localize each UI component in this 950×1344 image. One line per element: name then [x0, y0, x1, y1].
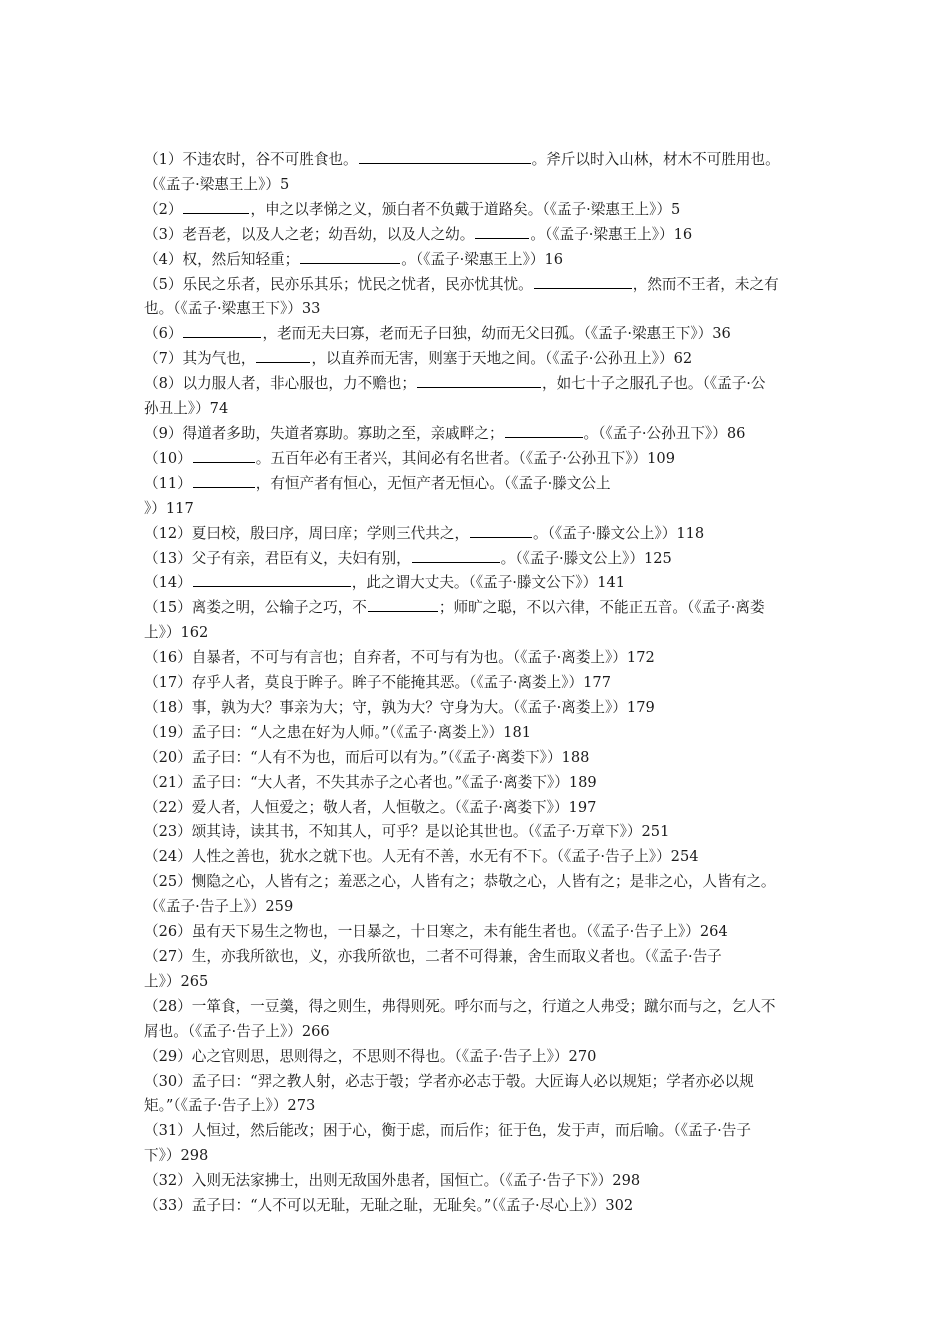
line-text: （12）夏曰校，殷曰序，周曰庠；学则三代共之，	[144, 524, 470, 542]
line-text: （16）自暴者，不可与有言也；自弃者，不可与有为也。（《孟子·离娄上》）172	[144, 649, 655, 667]
line-text: ，如七十子之服孔子也。（《孟子·公	[541, 375, 766, 393]
text-line	[144, 596, 824, 621]
document-page	[144, 148, 824, 1219]
line-text: （《孟子·告子上》）259	[144, 898, 294, 916]
line-text: （8）以力服人者，非心服也，力不赡也；	[144, 375, 416, 393]
text-line	[144, 970, 824, 995]
text-line	[144, 297, 824, 322]
text-line	[144, 223, 824, 248]
text-line	[144, 397, 824, 422]
line-text: 屑也。（《孟子·告子上》）266	[144, 1022, 330, 1040]
line-text: 也。（《孟子·梁惠王下》）33	[144, 300, 321, 318]
text-line	[144, 845, 824, 870]
line-text: ，有恒产者有恒心，无恒产者无恒心。（《孟子·滕文公上	[255, 474, 611, 492]
text-line	[144, 945, 824, 970]
text-line	[144, 571, 824, 596]
text-line	[144, 995, 824, 1020]
text-line	[144, 920, 824, 945]
line-text: 。五百年必有王者兴，其间必有名世者。（《孟子·公孙丑下》）109	[255, 449, 675, 467]
line-text: （23）颂其诗，读其书，不知其人，可乎？是以论其世也。（《孟子·万章下》）251	[144, 823, 670, 841]
fill-in-blank[interactable]	[193, 472, 255, 488]
text-line	[144, 422, 824, 447]
line-text: （19）孟子曰：“人之患在好为人师。”（《孟子·离娄上》）181	[144, 723, 532, 741]
line-text: （6）	[144, 325, 183, 343]
text-line	[144, 1094, 824, 1119]
fill-in-blank[interactable]	[183, 198, 249, 214]
line-text: ，然而不王者，未之有	[632, 275, 779, 293]
text-line	[144, 895, 824, 920]
text-line	[144, 198, 824, 223]
text-line	[144, 721, 824, 746]
text-line	[144, 447, 824, 472]
line-text: （4）权，然后知轻重；	[144, 250, 300, 268]
line-text: 上》）162	[144, 624, 209, 642]
line-text: ，此之谓大丈夫。（《孟子·滕文公下》）141	[351, 574, 626, 592]
line-text: ，老而无夫曰寡，老而无子曰独，幼而无父曰孤。（《孟子·梁惠王下》）36	[262, 325, 731, 343]
fill-in-blank[interactable]	[368, 596, 438, 612]
fill-in-blank[interactable]	[475, 223, 529, 239]
text-line	[144, 273, 824, 298]
text-line	[144, 497, 824, 522]
fill-in-blank[interactable]	[412, 547, 500, 563]
line-text: （《孟子·梁惠王上》）5	[144, 175, 290, 193]
line-text: （5）乐民之乐者，民亦乐其乐；忧民之忧者，民亦忧其忧。	[144, 275, 533, 293]
line-text: （2）	[144, 200, 183, 218]
fill-in-blank[interactable]	[359, 148, 531, 164]
text-line	[144, 547, 824, 572]
text-line	[144, 372, 824, 397]
text-line	[144, 820, 824, 845]
text-line	[144, 1119, 824, 1144]
fill-in-blank[interactable]	[534, 273, 632, 289]
text-line	[144, 696, 824, 721]
line-text: （21）孟子曰：“大人者，不失其赤子之心者也。”《孟子·离娄下》）189	[144, 773, 597, 791]
line-text: 孙丑上》）74	[144, 400, 229, 418]
line-text: （25）恻隐之心，人皆有之；羞恶之心，人皆有之；恭敬之心，人皆有之；是非之心，人皆有之。	[144, 873, 776, 891]
line-text: （29）心之官则思，思则得之，不思则不得也。（《孟子·告子上》）270	[144, 1047, 597, 1065]
line-text: （13）父子有亲，君臣有义，夫妇有别，	[144, 549, 411, 567]
fill-in-blank[interactable]	[193, 447, 255, 463]
line-text: （30）孟子曰：“羿之教人射，必志于彀；学者亦必志于彀。大匠诲人必以规矩；学者亦必以规	[144, 1072, 754, 1090]
line-text: 下》）298	[144, 1147, 209, 1165]
line-text: 上》）265	[144, 972, 209, 990]
line-text: （10）	[144, 449, 192, 467]
line-text: （28）一箪食，一豆羹，得之则生，弗得则死。呼尔而与之，行道之人弗受；蹴尔而与之，乞人不	[144, 997, 776, 1015]
text-line	[144, 771, 824, 796]
text-line	[144, 472, 824, 497]
text-line	[144, 870, 824, 895]
line-text: （26）虽有天下易生之物也，一日暴之，十日寒之，未有能生者也。（《孟子·告子上》）264	[144, 923, 728, 941]
line-text: （11）	[144, 474, 192, 492]
text-line	[144, 1045, 824, 1070]
text-line	[144, 173, 824, 198]
line-text: 矩。”（《孟子·告子上》）273	[144, 1097, 316, 1115]
text-line	[144, 646, 824, 671]
text-line	[144, 522, 824, 547]
line-text: 。斧斤以时入山林，材木不可胜用也。	[531, 151, 780, 168]
line-text: （1）不违农时，谷不可胜食也。	[144, 151, 358, 168]
line-text: 。（《孟子·滕文公上》）118	[533, 524, 705, 542]
line-text: ，申之以孝悌之义，颁白者不负戴于道路矣。（《孟子·梁惠王上》）5	[250, 200, 681, 218]
line-text: （24）人性之善也，犹水之就下也。人无有不善，水无有不下。（《孟子·告子上》）254	[144, 848, 699, 866]
line-text: （27）生，亦我所欲也，义，亦我所欲也，二者不可得兼，舍生而取义者也。（《孟子·告子	[144, 948, 722, 965]
line-text: （22）爱人者，人恒爱之；敬人者，人恒敬之。（《孟子·离娄下》）197	[144, 798, 597, 816]
line-text: ；师旷之聪，不以六律，不能正五音。（《孟子·离娄	[438, 599, 765, 617]
line-text: （14）	[144, 574, 192, 592]
text-line	[144, 148, 824, 173]
fill-in-blank[interactable]	[193, 571, 351, 587]
line-text: （31）人恒过，然后能改；困于心，衡于虑，而后作；征于色，发于声，而后喻。（《孟子·告子	[144, 1122, 751, 1140]
text-line	[144, 347, 824, 372]
text-line	[144, 1194, 824, 1219]
fill-in-blank[interactable]	[183, 322, 261, 338]
line-text: 。（《孟子·公孙丑下》）86	[583, 424, 746, 442]
line-text: （32）入则无法家拂士，出则无敌国外患者，国恒亡。（《孟子·告子下》）298	[144, 1172, 641, 1190]
text-line	[144, 1020, 824, 1045]
line-text: 。（《孟子·滕文公上》）125	[500, 549, 672, 567]
text-line	[144, 746, 824, 771]
fill-in-blank[interactable]	[417, 372, 541, 388]
text-line	[144, 1070, 824, 1095]
line-text: （20）孟子曰：“人有不为也，而后可以有为。”（《孟子·离娄下》）188	[144, 748, 590, 766]
text-line	[144, 1169, 824, 1194]
text-line	[144, 621, 824, 646]
text-line	[144, 796, 824, 821]
line-text: ，以直养而无害，则塞于天地之间。（《孟子·公孙丑上》）62	[311, 350, 693, 368]
fill-in-blank[interactable]	[505, 422, 583, 438]
line-text: （3）老吾老，以及人之老；幼吾幼，以及人之幼。	[144, 225, 475, 243]
line-text: （9）得道者多助，失道者寡助。寡助之至，亲戚畔之；	[144, 424, 504, 442]
fill-in-blank[interactable]	[256, 347, 310, 363]
text-line	[144, 1144, 824, 1169]
line-text: 》）117	[144, 499, 194, 517]
line-text: （7）其为气也，	[144, 350, 256, 368]
fill-in-blank[interactable]	[470, 522, 532, 538]
line-text: （15）离娄之明，公输子之巧，不	[144, 599, 367, 617]
line-text: （18）事，孰为大？事亲为大；守，孰为大？守身为大。（《孟子·离娄上》）179	[144, 698, 655, 716]
text-line	[144, 671, 824, 696]
line-text: （33）孟子曰：“人不可以无耻，无耻之耻，无耻矣。”（《孟子·尽心上》）302	[144, 1197, 634, 1215]
line-text: 。（《孟子·梁惠王上》）16	[530, 225, 693, 243]
text-line	[144, 322, 824, 347]
line-text: （17）存乎人者，莫良于眸子。眸子不能掩其恶。（《孟子·离娄上》）177	[144, 674, 611, 692]
fill-in-blank[interactable]	[300, 248, 400, 264]
line-text: 。（《孟子·梁惠王上》）16	[401, 250, 564, 268]
text-line	[144, 248, 824, 273]
